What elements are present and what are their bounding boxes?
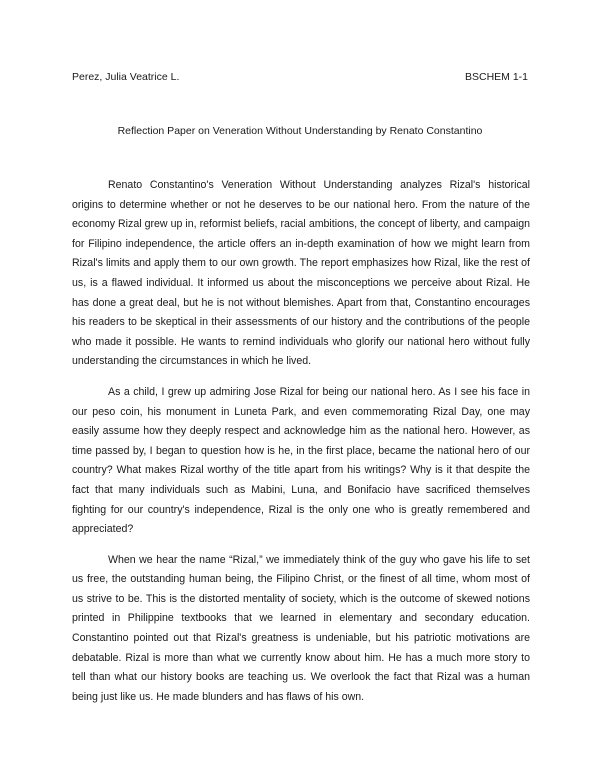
paper-title: Reflection Paper on Veneration Without Understanding by Renato Constantino xyxy=(117,125,483,137)
page-header xyxy=(72,70,528,84)
paragraph-3: When we hear the name “Rizal,” we immediately think of the guy who gave his life to set us free, the outstanding human being, the Filipino Christ, or the finest of all time, whom most of us strive to be. This is the distorted mentality of society, which is the outcome of skewed notions printed in Philippine textbooks that we learned in elementary and secondary education. Constantino pointed out that Rizal's greatness is undeniable, but his patriotic motivations are debatable. Rizal is more than what we currently know about him. He has a much more story to tell than what our history books are teaching us. We overlook the fact that Rizal was a human being just like us. He made blunders and has flaws of his own. xyxy=(72,553,530,703)
paper-body xyxy=(72,176,530,718)
course-section: BSCHEM 1-1 xyxy=(464,71,528,83)
author-name: Perez, Julia Veatrice L. xyxy=(72,71,180,83)
paragraph-2: As a child, I grew up admiring Jose Rizal for being our national hero. As I see his face in our peso coin, his monument in Luneta Park, and even commemorating Rizal Day, one may easily assume how they deeply respect and acknowledge him as the national hero. However, as time passed by, I began to question how is he, in the first place, became the national hero of our country? What makes Rizal worthy of the title apart from his writings? Why is it that despite the fact that many individuals such as Mabini, Luna, and Bonifacio have sacrificed themselves fighting for our country's independence, Rizal is the only one who is greatly remembered and appreciated? xyxy=(72,385,530,536)
paragraph-1: Renato Constantino's Veneration Without Understanding analyzes Rizal's historical origins to determine whether or not he deserves to be our national hero. From the nature of the economy Rizal grew up in, reformist beliefs, racial ambitions, the concept of liberty, and campaign for Filipino independence, the article offers an in-depth examination of how we might learn from Rizal's limits and apply them to our own growth. The report emphasizes how Rizal, like the rest of us, is a flawed individual. It informed us about the misconceptions we perceive about Rizal. He has done a great deal, but he is not without blemishes. Apart from that, Constantino encourages his readers to be skeptical in their assessments of our history and the contributions of the people who made it possible. He wants to remind individuals who glorify our national hero without fully understanding the circumstances in which he lived. xyxy=(72,179,530,368)
